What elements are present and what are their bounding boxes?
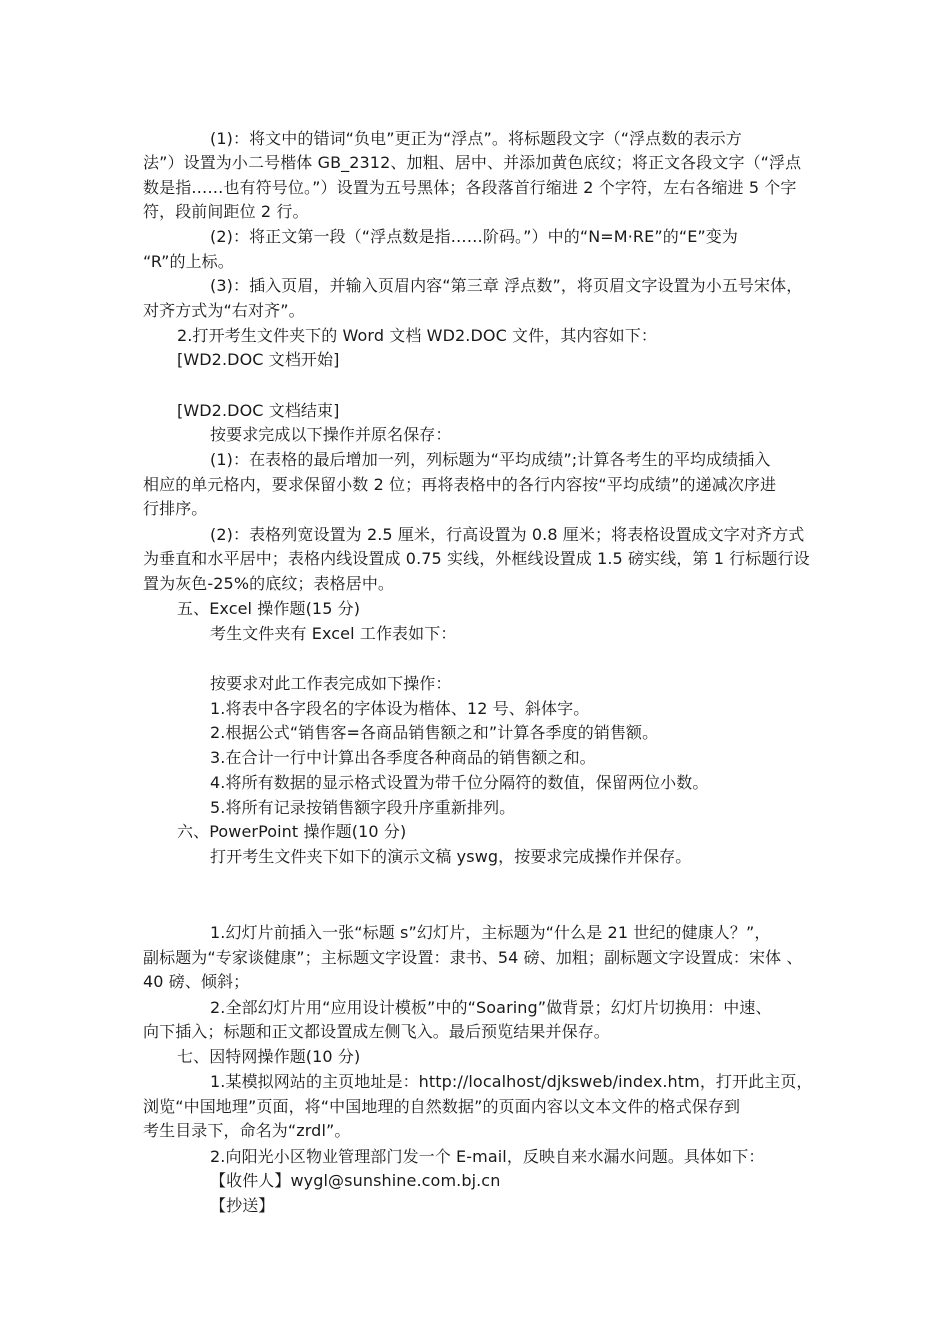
text-line: 按要求完成以下操作并原名保存：: [210, 425, 452, 444]
text-line: 符，段前间距位 2 行。: [143, 202, 309, 221]
text-line: 40 磅、倾斜；: [143, 972, 250, 991]
text-line: 5.将所有记录按销售额字段升序重新排列。: [210, 798, 516, 817]
text-line: (2)：表格列宽设置为 2.5 厘米，行高设置为 0.8 厘米；将表格设置成文字对齐方式: [210, 525, 805, 544]
text-line: 相应的单元格内，要求保留小数 2 位；再将表格中的各行内容按“平均成绩”的递减次序进: [143, 475, 777, 494]
text-line: 打开考生文件夹下如下的演示文稿 yswg，按要求完成操作并保存。: [210, 847, 692, 866]
text-line: 2.根据公式“销售客=各商品销售额之和”计算各季度的销售额。: [210, 723, 659, 742]
text-line: 1.将表中各字段名的字体设为楷体、12 号、斜体字。: [210, 699, 590, 718]
text-line: 向下插入；标题和正文都设置成左侧飞入。最后预览结果并保存。: [143, 1022, 610, 1041]
text-line: 2.全部幻灯片用“应用设计模板”中的“Soaring”做背景；幻灯片切换用：中速、: [210, 998, 772, 1017]
text-line: 行排序。: [143, 499, 208, 518]
email-recipient-line: 【收件人】wygl@sunshine.com.bj.cn: [210, 1171, 501, 1190]
text-line: 考生目录下，命名为“zrdl”。: [143, 1121, 351, 1140]
text-line: (1)：将文中的错词“负电”更正为“浮点”。将标题段文字（“浮点数的表示方: [210, 129, 742, 148]
text-line: “R”的上标。: [143, 252, 234, 271]
text-line: 3.在合计一行中计算出各季度各种商品的销售额之和。: [210, 748, 596, 767]
text-line: 为垂直和水平居中；表格内线设置成 0.75 实线，外框线设置成 1.5 磅实线，第 1 行标题行设: [143, 549, 810, 568]
text-line: 法”）设置为小二号楷体 GB_2312、加粗、居中、并添加黄色底纹；将正文各段文字（“浮点: [143, 153, 802, 172]
text-line: (3)：插入页眉，并输入页眉内容“第三章 浮点数”，将页眉文字设置为小五号宋体，: [210, 276, 803, 295]
text-line: 2.打开考生文件夹下的 Word 文档 WD2.DOC 文件，其内容如下：: [177, 326, 657, 345]
text-line: 浏览“中国地理”页面，将“中国地理的自然数据”的页面内容以文本文件的格式保存到: [143, 1097, 741, 1116]
text-line: 2.向阳光小区物业管理部门发一个 E-mail，反映自来水漏水问题。具体如下：: [210, 1147, 765, 1166]
text-line: (1)：在表格的最后增加一列，列标题为“平均成绩”;计算各考生的平均成绩插入: [210, 450, 771, 469]
doc-start-marker: [WD2.DOC 文档开始]: [177, 350, 340, 369]
text-line: 副标题为“专家谈健康”；主标题文字设置：隶书、54 磅、加粗；副标题文字设置成：宋体 、: [143, 948, 803, 967]
text-line: 置为灰色-25%的底纹；表格居中。: [143, 574, 395, 593]
section-heading-internet: 七、因特网操作题(10 分): [177, 1047, 361, 1066]
text-line: 按要求对此工作表完成如下操作：: [210, 674, 452, 693]
text-line: 对齐方式为“右对齐”。: [143, 301, 305, 320]
text-line: 4.将所有数据的显示格式设置为带千位分隔符的数值，保留两位小数。: [210, 773, 709, 792]
text-line: 数是指……也有符号位。”）设置为五号黑体；各段落首行缩进 2 个字符，左右各缩进 5 个字: [143, 178, 797, 197]
text-line: 1.某模拟网站的主页地址是：http://localhost/djksweb/index.htm，打开此主页，: [210, 1072, 813, 1091]
email-cc-line: 【抄送】: [210, 1196, 275, 1215]
doc-end-marker: [WD2.DOC 文档结束]: [177, 401, 340, 420]
text-line: 1.幻灯片前插入一张“标题 s”幻灯片，主标题为“什么是 21 世纪的健康人？”，: [210, 923, 771, 942]
text-line: 考生文件夹有 Excel 工作表如下：: [210, 624, 457, 643]
text-line: (2)：将正文第一段（“浮点数是指……阶码。”）中的“N=M·RE”的“E”变为: [210, 227, 739, 246]
section-heading-excel: 五、Excel 操作题(15 分): [177, 599, 361, 618]
section-heading-powerpoint: 六、PowerPoint 操作题(10 分): [177, 822, 407, 841]
